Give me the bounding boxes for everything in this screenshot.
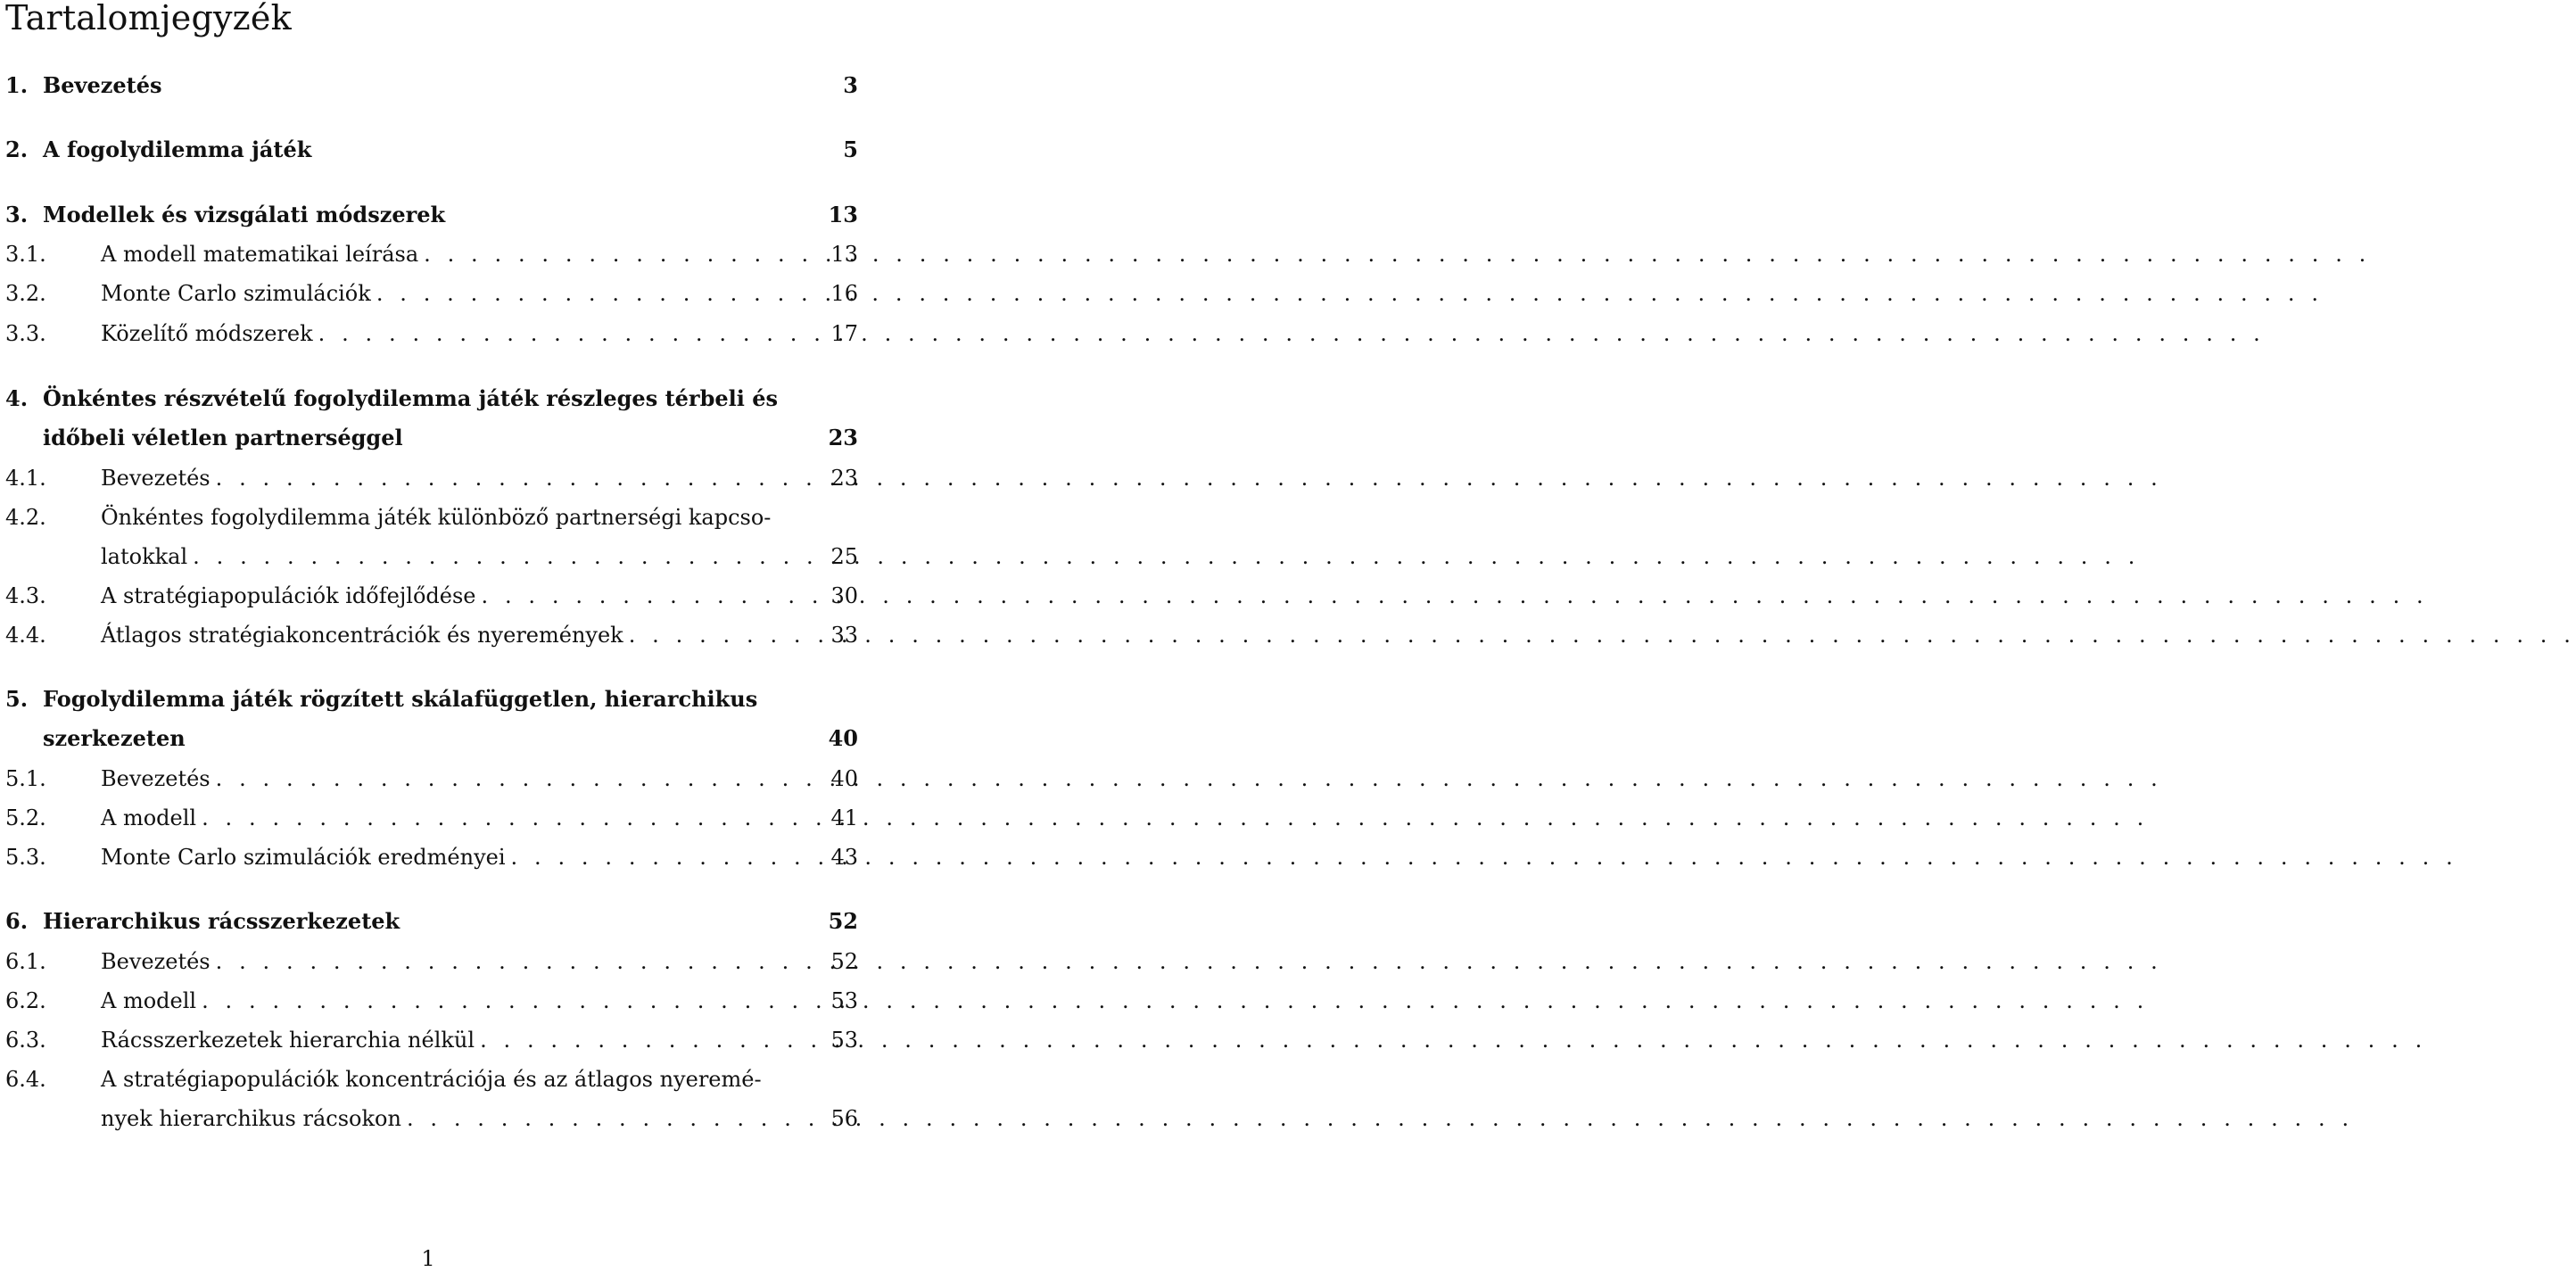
toc-number: 5.2. [5,805,46,830]
toc-chapter-6[interactable] [5,905,858,937]
toc-chapter-3[interactable] [5,199,858,231]
dot-leader [211,946,2163,978]
toc-chapter-2[interactable] [5,134,858,166]
toc-number: 3.3. [5,321,46,346]
toc-title-line-1: Önkéntes részvételű fogolydilemma játék részleges térbeli és [43,385,778,411]
toc-title-line-2: latokkal [101,544,188,569]
toc-number: 6.3. [5,1028,46,1053]
toc-number: 4. [5,385,29,411]
toc-title: Bevezetés [101,949,211,974]
dot-leader [506,841,2458,873]
toc-title: Monte Carlo szimulációk [101,281,371,306]
toc-page-number: 40 [828,725,858,751]
toc-page-number: 23 [830,466,858,491]
toc-page-number: 25 [830,544,858,569]
toc-section-4-2[interactable] [5,501,858,573]
toc-section-5-3[interactable] [5,841,858,873]
toc-number: 3.1. [5,242,46,267]
page-number-footer: 1 [421,1246,435,1271]
toc-page-number: 16 [830,281,858,306]
toc-number: 6.2. [5,988,46,1013]
toc-section-6-2[interactable] [5,985,858,1017]
toc-number: 4.4. [5,623,46,648]
toc-page-number: 53 [830,988,858,1013]
toc-title-line-2: időbeli véletlen partnerséggel [43,425,403,450]
toc-page-number: 40 [830,766,858,791]
toc-section-3-1[interactable] [5,238,858,270]
toc-title-line-2: nyek hierarchikus rácsokon [101,1106,401,1131]
toc-number: 5. [5,686,29,712]
toc-chapter-4[interactable] [5,383,858,454]
toc-number: 4.3. [5,583,46,608]
dot-leader [196,985,2149,1017]
toc-page-number: 52 [828,908,858,934]
toc-section-3-2[interactable] [5,277,858,310]
toc-number: 4.1. [5,466,46,491]
toc-number: 6.1. [5,949,46,974]
toc-section-6-1[interactable] [5,946,858,978]
toc-number: 1. [5,72,29,98]
toc-title: A fogolydilemma játék [43,136,312,162]
toc-number: 6. [5,908,29,934]
toc-section-4-4[interactable] [5,619,858,651]
toc-title: Átlagos stratégiakoncentrációk és nyeremények [101,623,623,648]
toc-title: Bevezetés [101,466,211,491]
toc-number: 3.2. [5,281,46,306]
toc-number: 3. [5,202,29,227]
toc-number: 5.3. [5,845,46,870]
dot-leader [313,318,2266,350]
toc-number: 5.1. [5,766,46,791]
toc-title-line-1: Fogolydilemma játék rögzített skálafüggetlen, hierarchikus [43,686,758,712]
toc-title-line-2: szerkezeten [43,725,186,751]
page-title: Tartalomjegyzék [5,0,292,37]
toc-chapter-5[interactable] [5,683,858,755]
toc-page-number: 23 [828,425,858,450]
dot-leader [418,238,2371,270]
toc-title: Monte Carlo szimulációk eredményei [101,845,506,870]
toc-page-number: 13 [828,202,858,227]
toc-title: Közelítő módszerek [101,321,313,346]
toc-page-number: 13 [830,242,858,267]
toc-page-number: 33 [830,623,858,648]
toc-page-number: 56 [830,1106,858,1131]
toc-section-5-1[interactable] [5,763,858,795]
toc-number: 6.4. [5,1067,46,1092]
toc-section-4-1[interactable] [5,462,858,494]
toc-page-number: 3 [843,72,858,98]
toc-section-3-3[interactable] [5,318,858,350]
dot-leader [196,802,2149,834]
toc-chapter-1[interactable] [5,70,858,102]
toc-page-number: 53 [830,1028,858,1053]
toc-page-number: 43 [830,845,858,870]
toc-title-line-1: Önkéntes fogolydilemma játék különböző partnerségi kapcso- [101,505,772,530]
toc-title: A modell matematikai leírása [101,242,419,267]
toc-section-4-3[interactable] [5,580,858,612]
toc-title: A modell [101,988,197,1013]
toc-title: Hierarchikus rácsszerkezetek [43,908,400,934]
toc-page-number: 30 [830,583,858,608]
dot-leader [401,1103,2354,1135]
toc-title: Rácsszerkezetek hierarchia nélkül [101,1028,475,1053]
toc-number: 2. [5,136,29,162]
toc-title: A stratégiapopulációk időfejlődése [101,583,476,608]
dot-leader [371,277,2324,310]
dot-leader [475,1024,2427,1056]
dot-leader [211,763,2163,795]
toc-page-number: 5 [843,136,858,162]
toc-section-5-2[interactable] [5,802,858,834]
dot-leader [211,462,2163,494]
dot-leader [475,580,2428,612]
toc-page-number: 41 [830,805,858,830]
toc-page-number: 52 [830,949,858,974]
dot-leader [623,619,2576,651]
toc-number: 4.2. [5,505,46,530]
toc-title-line-1: A stratégiapopulációk koncentrációja és az átlagos nyeremé- [101,1067,762,1092]
toc-title: A modell [101,805,197,830]
dot-leader [187,541,2140,573]
toc-section-6-4[interactable] [5,1063,858,1135]
toc-section-6-3[interactable] [5,1024,858,1056]
toc-page-number: 17 [830,321,858,346]
toc-title: Bevezetés [101,766,211,791]
toc-title: Bevezetés [43,72,162,98]
toc-title: Modellek és vizsgálati módszerek [43,202,446,227]
